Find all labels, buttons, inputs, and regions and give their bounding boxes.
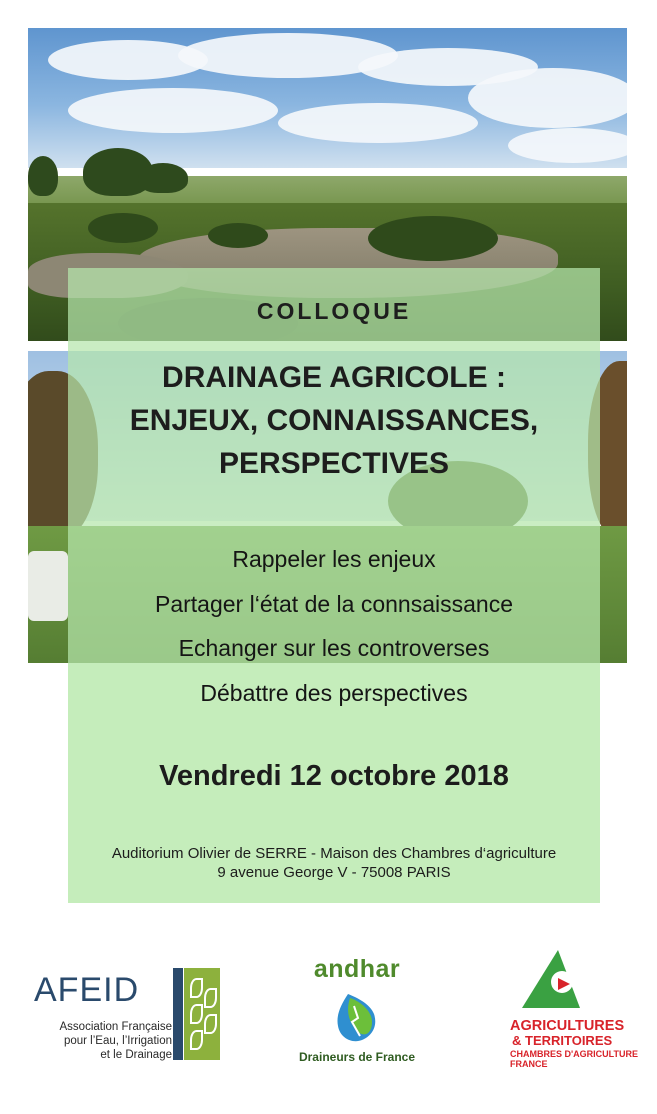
afeid-subtitle-line: pour l’Eau, l’Irrigation <box>63 1035 172 1047</box>
goal-item: Partager l‘état de la connsaissance <box>155 590 513 617</box>
afeid-bar <box>173 968 183 1060</box>
venue-line: Auditorium Olivier de SERRE - Maison des Chambres d‘agriculture <box>111 845 557 862</box>
chambres-agriculture-emblem-icon <box>518 948 582 1012</box>
event-venue <box>68 844 600 882</box>
event-title-line: DRAINAGE AGRICOLE : <box>162 361 506 394</box>
goal-item: Echanger sur les controverses <box>178 635 490 661</box>
event-title-line: ENJEUX, CONNAISSANCES, <box>129 404 539 437</box>
afeid-leaf-icon <box>184 968 220 1060</box>
apca-subline-text: FRANCE <box>510 1059 548 1069</box>
andhar-subtitle: Draineurs de France <box>298 1050 416 1064</box>
event-title-line: PERSPECTIVES <box>218 447 450 480</box>
afeid-subtitle-line: Association Française <box>59 1021 172 1033</box>
venue-line: 9 avenue George V - 75008 PARIS <box>217 864 451 881</box>
afeid-subtitle-line: et le Drainage <box>100 1049 172 1061</box>
event-title <box>68 356 600 485</box>
apca-subline <box>510 1049 638 1069</box>
apca-line: AGRICULTURES <box>510 1018 625 1034</box>
apca-line: & TERRITOIRES <box>512 1033 613 1048</box>
andhar-wordmark: andhar <box>313 955 401 983</box>
andhar-logo <box>292 955 422 1075</box>
afeid-subtitle <box>34 1020 172 1062</box>
event-type: COLLOQUE <box>256 298 412 324</box>
afeid-wordmark: AFEID <box>34 971 140 1009</box>
apca-subline-text: CHAMBRES D'AGRICULTURE <box>510 1049 638 1059</box>
event-date: Vendredi 12 octobre 2018 <box>159 760 509 792</box>
goal-item: Débattre des perspectives <box>200 679 468 706</box>
goals-list <box>68 537 600 715</box>
goal-item: Rappeler les enjeux <box>232 546 436 572</box>
water-drop-icon <box>334 992 378 1044</box>
chambres-agriculture-logo <box>510 948 638 1078</box>
afeid-logo <box>34 968 194 1068</box>
